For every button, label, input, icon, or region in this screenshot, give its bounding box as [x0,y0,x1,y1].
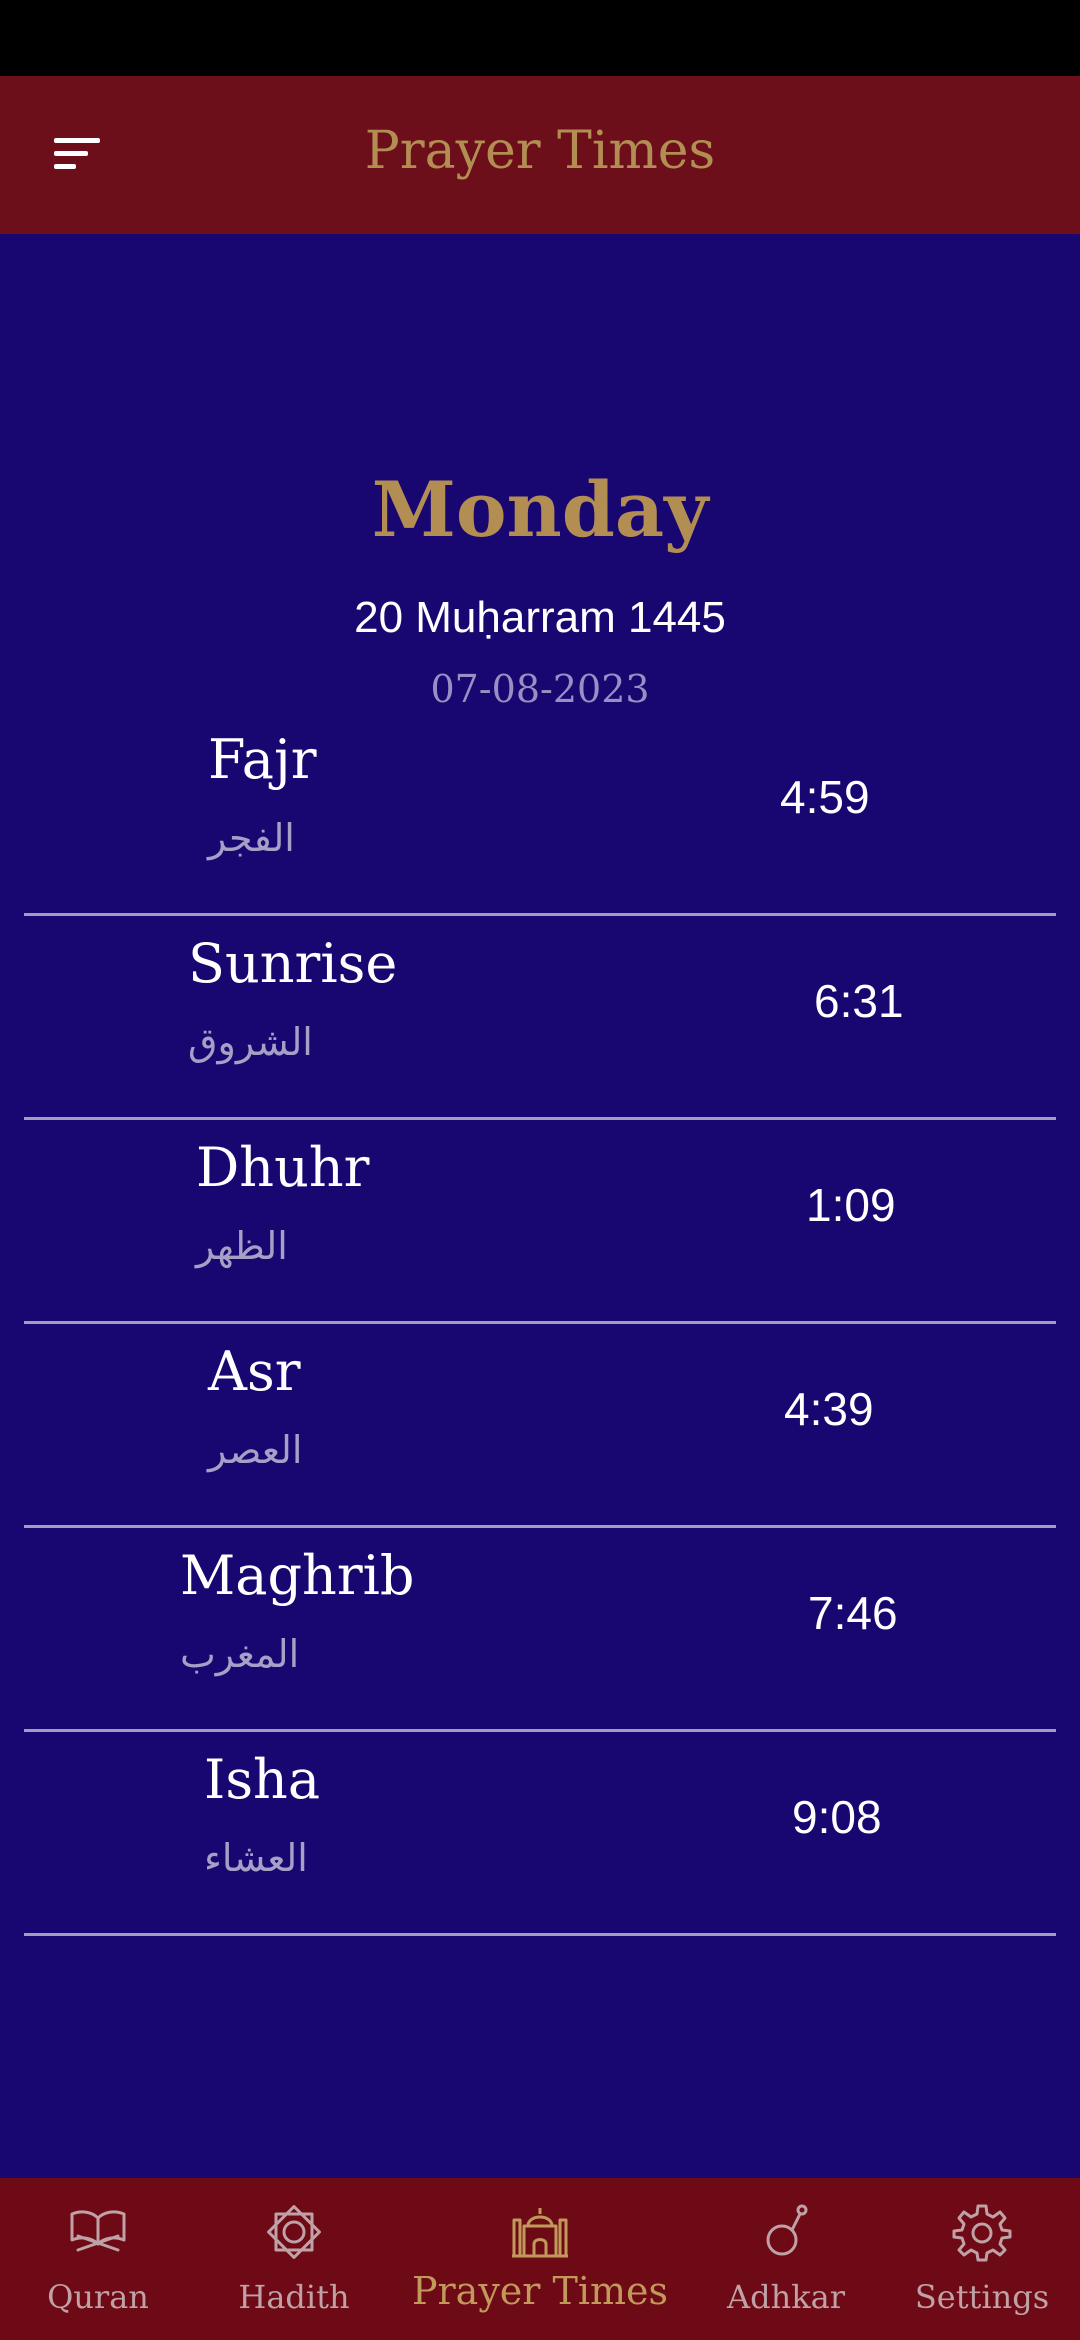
prayer-name-arabic: الظهر [196,1224,288,1268]
prayer-name-arabic: الفجر [208,816,295,860]
nav-item-hadith[interactable] [196,2178,392,2340]
prayer-time: 1:09 [806,1179,896,1231]
gregorian-date: 07-08-2023 [430,667,650,711]
prayer-name: Dhuhr [196,1136,370,1199]
prayer-time: 4:59 [780,771,870,823]
prayer-time: 9:08 [792,1791,882,1843]
prayer-time: 6:31 [814,975,904,1027]
prayer-row-maghrib [24,1528,1056,1732]
nav-item-quran[interactable] [0,2178,196,2340]
prayer-name-arabic: المغرب [180,1632,300,1676]
prayer-name-arabic: العصر [208,1428,303,1472]
nav-item-adhkar[interactable] [688,2178,884,2340]
prayer-row-asr [24,1324,1056,1528]
quran-book-icon [66,2200,130,2264]
prayer-row-dhuhr [24,1120,1056,1324]
hadith-star-icon [262,2200,326,2264]
prayer-name: Isha [204,1748,321,1811]
bottom-nav [0,2178,1080,2340]
weekday-label: Monday [371,465,709,554]
prayer-beads-icon [754,2200,818,2264]
nav-label-quran: Quran [47,2278,149,2316]
prayer-name-arabic: العشاء [204,1836,308,1880]
prayer-name: Sunrise [188,932,398,995]
gear-icon [950,2200,1014,2264]
prayer-row-sunrise [24,916,1056,1120]
nav-item-prayer-times[interactable] [392,2178,688,2340]
mosque-icon [508,2200,572,2264]
prayer-row-isha [24,1732,1056,1936]
nav-label-settings: Settings [914,2278,1050,2316]
prayer-time: 4:39 [784,1383,874,1435]
nav-label-hadith: Hadith [238,2278,350,2316]
prayer-name: Maghrib [180,1544,415,1607]
prayer-time: 7:46 [808,1587,898,1639]
prayer-name: Fajr [208,728,317,791]
status-bar [0,0,1080,76]
prayer-name-arabic: الشروق [188,1020,313,1064]
prayer-name: Asr [208,1340,301,1403]
prayer-row-fajr [24,712,1056,916]
nav-label-adhkar: Adhkar [727,2278,845,2316]
hijri-date: 20 Muḥarram 1445 [354,593,726,642]
nav-item-settings[interactable] [884,2178,1080,2340]
nav-label-prayer-times: Prayer Times [411,2269,669,2313]
app-bar [0,76,1080,234]
app-title: Prayer Times [364,121,716,181]
